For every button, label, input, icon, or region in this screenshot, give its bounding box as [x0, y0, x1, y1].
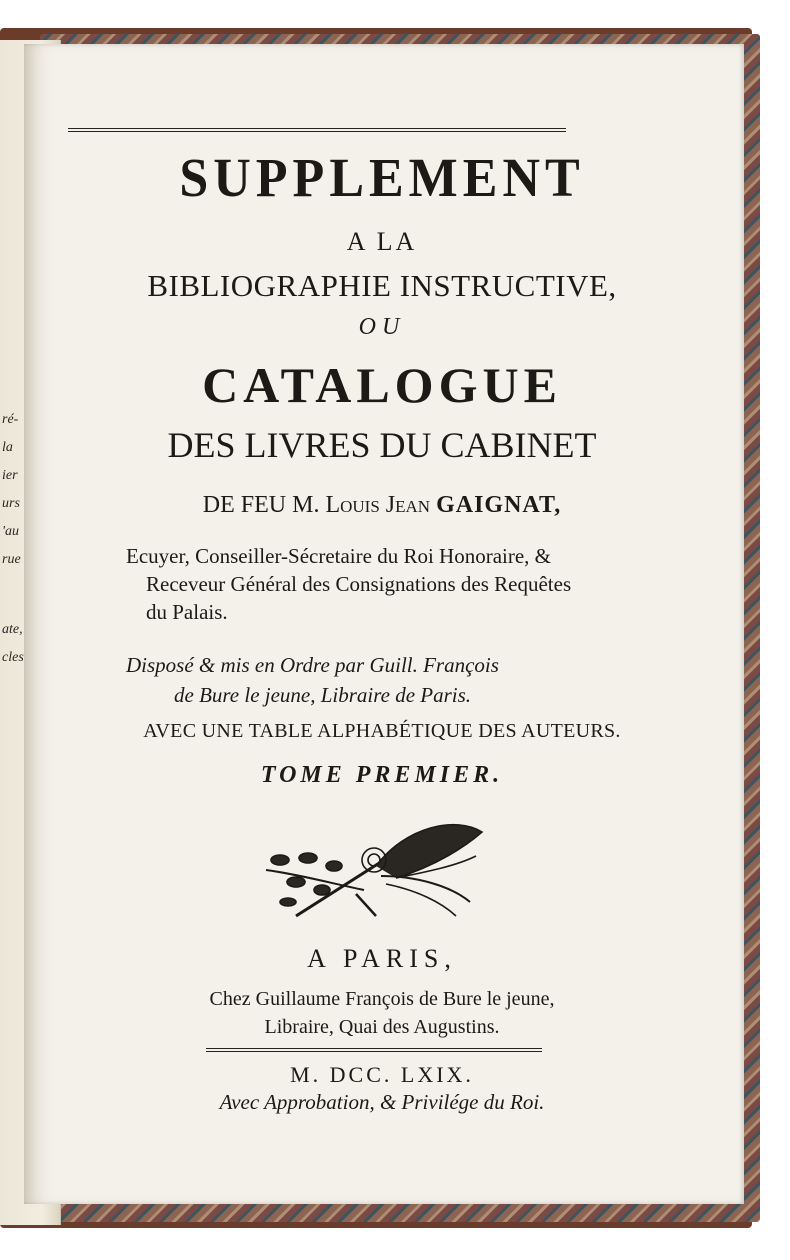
left-page-fragment: 'au	[2, 524, 19, 539]
dispose-line-1: Disposé & mis en Ordre par Guill. François	[126, 653, 499, 677]
qualif-line-2: Receveur Général des Consignations des Requêtes	[146, 572, 572, 596]
quill-and-branch-ornament-icon	[256, 816, 486, 928]
owner-qualifications	[126, 542, 646, 626]
volume-label: TOME PREMIER.	[260, 762, 504, 788]
left-page-fragment: rue	[2, 552, 21, 567]
qualif-line-1: Ecuyer, Conseiller-Sécretaire du Roi Honoraire, &	[126, 544, 552, 568]
top-rule	[68, 128, 566, 132]
left-page-fragment: ier	[2, 468, 18, 483]
book-title: SUPPLEMENT	[179, 148, 585, 209]
dispose-line-2: de Bure le jeune, Libraire de Paris.	[174, 683, 472, 707]
owner-line	[72, 492, 692, 519]
left-page-fragment: cles	[2, 650, 24, 665]
title-page	[24, 44, 744, 1204]
table-note: AVEC UNE TABLE ALPHABÉTIQUE DES AUTEURS.	[143, 720, 621, 742]
owner-name: GAIGNAT,	[436, 492, 562, 518]
arranged-by	[126, 650, 666, 710]
left-page-fragment: ré-	[2, 412, 19, 427]
left-page-fragment: la	[2, 440, 13, 455]
approbation-line: Avec Approbation, & Privilége du Roi.	[219, 1090, 545, 1114]
left-page-fragment: ate,	[2, 622, 23, 637]
left-page-fragment: urs	[2, 496, 20, 511]
main-title-line-2: DES LIVRES DU CABINET	[167, 425, 597, 465]
main-title: CATALOGUE	[202, 357, 562, 413]
city: A PARIS,	[307, 944, 457, 973]
subtitle-bibliographie: BIBLIOGRAPHIE INSTRUCTIVE,	[147, 268, 617, 303]
publisher-line-2: Libraire, Quai des Augustins.	[264, 1016, 500, 1038]
qualif-line-3: du Palais.	[146, 600, 228, 624]
subtitle-a-la: A LA	[346, 227, 418, 256]
publication-date: M. DCC. LXIX.	[290, 1062, 474, 1087]
subtitle-ou: OU	[358, 314, 406, 340]
bottom-rule	[206, 1048, 542, 1052]
publisher-line-1: Chez Guillaume François de Bure le jeune,	[209, 988, 555, 1010]
owner-prefix: DE FEU M. Louis Jean	[202, 492, 431, 518]
